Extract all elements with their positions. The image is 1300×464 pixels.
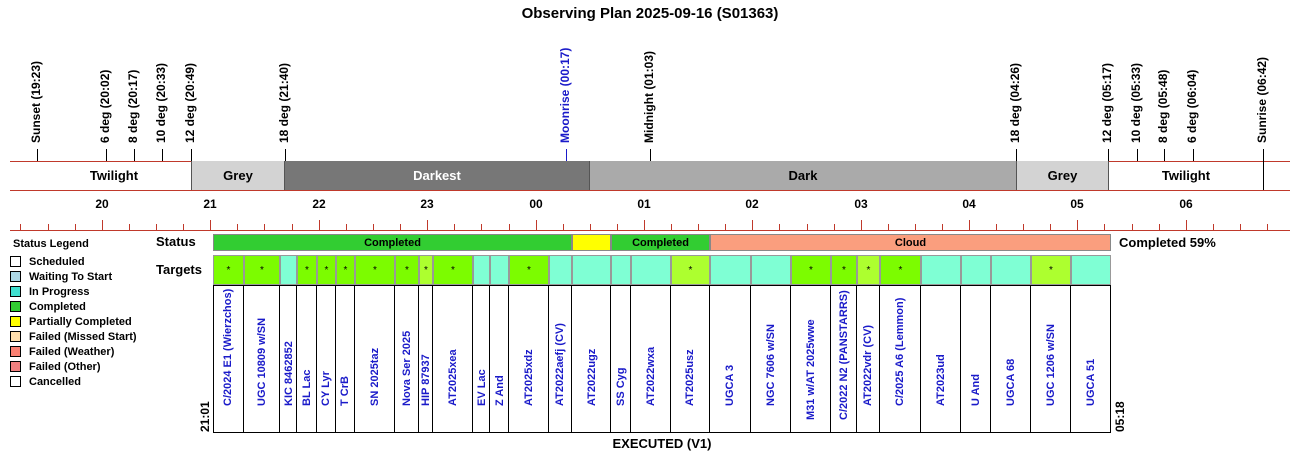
legend-item: Completed	[10, 299, 137, 314]
event-label: 18 deg (21:40)	[277, 62, 291, 143]
hour-label: 02	[745, 197, 759, 211]
event-label: 12 deg (20:49)	[183, 62, 197, 143]
target-block[interactable]	[549, 255, 572, 285]
target-block[interactable]: *	[1031, 255, 1071, 285]
event-label: 10 deg (20:33)	[154, 62, 168, 143]
target-block[interactable]	[991, 255, 1031, 285]
target-block[interactable]: *	[419, 255, 433, 285]
target-name[interactable]: CY Lyr	[320, 371, 332, 406]
event-label: Sunset (19:23)	[29, 60, 43, 143]
period-twilight: Twilight	[37, 161, 192, 190]
period-twilight: Twilight	[1109, 161, 1264, 190]
target-name[interactable]: AT2022vdr (CV)	[862, 324, 874, 406]
legend-item: Partially Completed	[10, 314, 137, 329]
target-name[interactable]: HIP 87937	[420, 354, 432, 406]
target-block[interactable]: *	[791, 255, 831, 285]
event-label: 8 deg (20:17)	[126, 69, 140, 143]
target-block[interactable]: *	[244, 255, 280, 285]
target-block[interactable]: *	[671, 255, 710, 285]
hour-label: 21	[203, 197, 217, 211]
target-block[interactable]	[631, 255, 671, 285]
legend-item: Scheduled	[10, 254, 137, 269]
legend-title: Status Legend	[13, 238, 89, 250]
target-block[interactable]: *	[831, 255, 857, 285]
hour-label: 05	[1070, 197, 1084, 211]
target-name[interactable]: Z And	[494, 375, 506, 406]
target-name[interactable]: AT2022ugz	[586, 348, 598, 406]
target-name[interactable]: AT2023ud	[935, 354, 947, 406]
target-block[interactable]: *	[395, 255, 419, 285]
target-name[interactable]: AT2025xea	[447, 349, 459, 406]
period-darkest: Darkest	[285, 161, 590, 190]
target-name[interactable]: C/2024 E1 (Wierzchos)	[222, 288, 234, 406]
hour-label: 23	[420, 197, 434, 211]
hour-label: 00	[529, 197, 543, 211]
targets-row-label: Targets	[156, 262, 202, 277]
status-bar[interactable]: Completed	[611, 234, 710, 251]
period-grey: Grey	[192, 161, 285, 190]
plan-end-time: 05:18	[1113, 401, 1127, 432]
event-label: 6 deg (06:04)	[1185, 69, 1199, 143]
target-name[interactable]: UGCA 68	[1005, 358, 1017, 406]
target-block[interactable]: *	[509, 255, 549, 285]
status-legend	[10, 238, 137, 389]
target-block[interactable]: *	[213, 255, 244, 285]
target-name[interactable]: EV Lac	[476, 369, 488, 406]
target-name[interactable]: KIC 8462852	[283, 341, 295, 406]
event-label: 6 deg (20:02)	[98, 69, 112, 143]
status-row-label: Status	[156, 234, 196, 249]
target-block[interactable]	[1071, 255, 1111, 285]
target-name[interactable]: U And	[970, 374, 982, 406]
event-label: Moonrise (00:17)	[558, 47, 572, 143]
hour-label: 06	[1179, 197, 1193, 211]
target-name[interactable]: BL Lac	[301, 369, 313, 406]
target-block[interactable]: *	[857, 255, 880, 285]
target-block[interactable]	[710, 255, 751, 285]
target-name[interactable]: C/2025 A6 (Lemmon)	[894, 297, 906, 406]
status-bar[interactable]: Cloud	[710, 234, 1111, 251]
event-label: Sunrise (06:42)	[1255, 56, 1269, 143]
target-block[interactable]: *	[336, 255, 355, 285]
target-name[interactable]: AT2022wxa	[645, 346, 657, 406]
target-block[interactable]	[473, 255, 490, 285]
legend-item: Failed (Weather)	[10, 344, 137, 359]
event-label: Midnight (01:03)	[642, 51, 656, 143]
target-block[interactable]	[280, 255, 297, 285]
target-name[interactable]: Nova Ser 2025	[401, 330, 413, 406]
target-name[interactable]: M31 w/AT 2025wwe	[805, 319, 817, 420]
target-block[interactable]: *	[433, 255, 473, 285]
hour-label: 22	[312, 197, 326, 211]
target-name[interactable]: AT2025usz	[684, 349, 696, 406]
target-block[interactable]	[490, 255, 509, 285]
target-block[interactable]	[921, 255, 961, 285]
target-name[interactable]: UGC 10809 w/SN	[256, 317, 268, 406]
target-name[interactable]: UGCA 3	[724, 364, 736, 406]
period-grey: Grey	[1017, 161, 1109, 190]
legend-item: In Progress	[10, 284, 137, 299]
legend-item: Cancelled	[10, 374, 137, 389]
legend-item: Failed (Other)	[10, 359, 137, 374]
event-label: 8 deg (05:48)	[1156, 69, 1170, 143]
target-block[interactable]	[961, 255, 991, 285]
hour-label: 20	[95, 197, 109, 211]
target-block[interactable]	[751, 255, 791, 285]
hour-label: 03	[854, 197, 868, 211]
target-name[interactable]: T CrB	[339, 376, 351, 406]
completion-status: Completed 59%	[1119, 235, 1216, 250]
period-dark: Dark	[590, 161, 1017, 190]
target-name[interactable]: SN 2025taz	[369, 347, 381, 406]
target-name[interactable]: SS Cyg	[615, 367, 627, 406]
target-name[interactable]: C/2022 N2 (PANSTARRS)	[838, 290, 850, 420]
target-name[interactable]: AT2025xdz	[523, 349, 535, 406]
target-name[interactable]: UGCA 51	[1085, 358, 1097, 406]
plan-footer: EXECUTED (V1)	[612, 436, 712, 451]
target-block[interactable]: *	[355, 255, 395, 285]
legend-item: Waiting To Start	[10, 269, 137, 284]
target-block[interactable]: *	[297, 255, 317, 285]
event-label: 10 deg (05:33)	[1129, 62, 1143, 143]
legend-item: Failed (Missed Start)	[10, 329, 137, 344]
target-name[interactable]: NGC 7606 w/SN	[765, 324, 777, 406]
hour-label: 04	[962, 197, 976, 211]
target-block[interactable]: *	[880, 255, 921, 285]
status-bar[interactable]	[572, 234, 611, 251]
event-label: 18 deg (04:26)	[1008, 62, 1022, 143]
target-block[interactable]	[611, 255, 631, 285]
target-name[interactable]: UGC 1206 w/SN	[1045, 324, 1057, 406]
status-bar[interactable]: Completed	[213, 234, 572, 251]
event-label: 12 deg (05:17)	[1100, 62, 1114, 143]
page-title: Observing Plan 2025-09-16 (S01363)	[521, 5, 779, 22]
plan-start-time: 21:01	[198, 401, 212, 432]
hour-label: 01	[637, 197, 651, 211]
target-name[interactable]: AT2022aefj (CV)	[554, 323, 566, 406]
target-block[interactable]: *	[317, 255, 336, 285]
target-block[interactable]	[572, 255, 611, 285]
